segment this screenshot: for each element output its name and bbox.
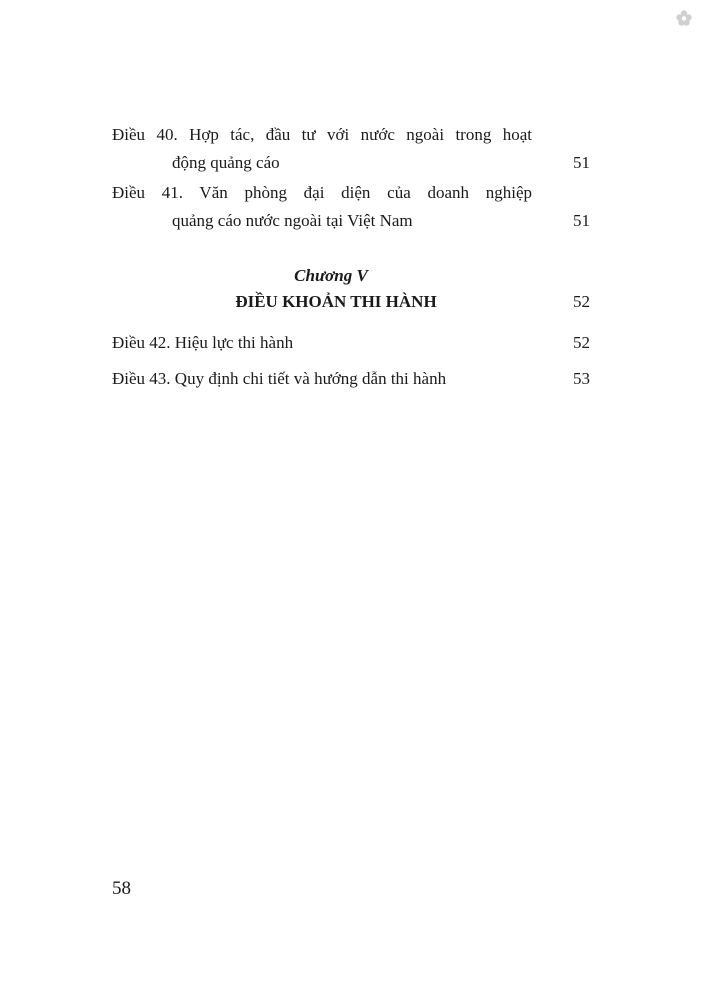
chapter-heading	[112, 289, 590, 315]
chapter-label: Chương V	[294, 266, 368, 285]
toc-entry-page: 52	[573, 333, 590, 352]
toc-entry-title: Điều 42. Hiệu lực thi hành	[112, 333, 294, 352]
toc-entry-title-continued: quảng cáo nước ngoài tại Việt Nam	[172, 211, 413, 230]
toc-entry-title: Điều 43. Quy định chi tiết và hướng dẫn thi hành	[112, 369, 447, 388]
toc-entry-dieu-40	[112, 121, 590, 177]
toc-entry-title: Điều 40. Hợp tác, đầu tư với nước ngoài trong hoạt	[112, 125, 532, 144]
chapter-page: 52	[573, 292, 590, 311]
page-number: 58	[112, 878, 131, 899]
flower-icon	[674, 8, 694, 28]
toc-entry-dieu-41	[112, 179, 590, 235]
toc-entry-page: 51	[573, 153, 590, 172]
toc-entry-title: Điều 41. Văn phòng đại diện của doanh nghiệp	[112, 183, 532, 202]
toc-entry-dieu-42	[112, 329, 590, 357]
toc-entry-dieu-43	[112, 365, 590, 393]
toc-entry-title-continued: động quảng cáo	[172, 153, 280, 172]
toc-entry-page: 51	[573, 211, 590, 230]
toc-entry-page: 53	[573, 369, 590, 388]
chapter-title: ĐIỀU KHOẢN THI HÀNH	[235, 292, 437, 311]
table-of-contents	[112, 121, 590, 393]
